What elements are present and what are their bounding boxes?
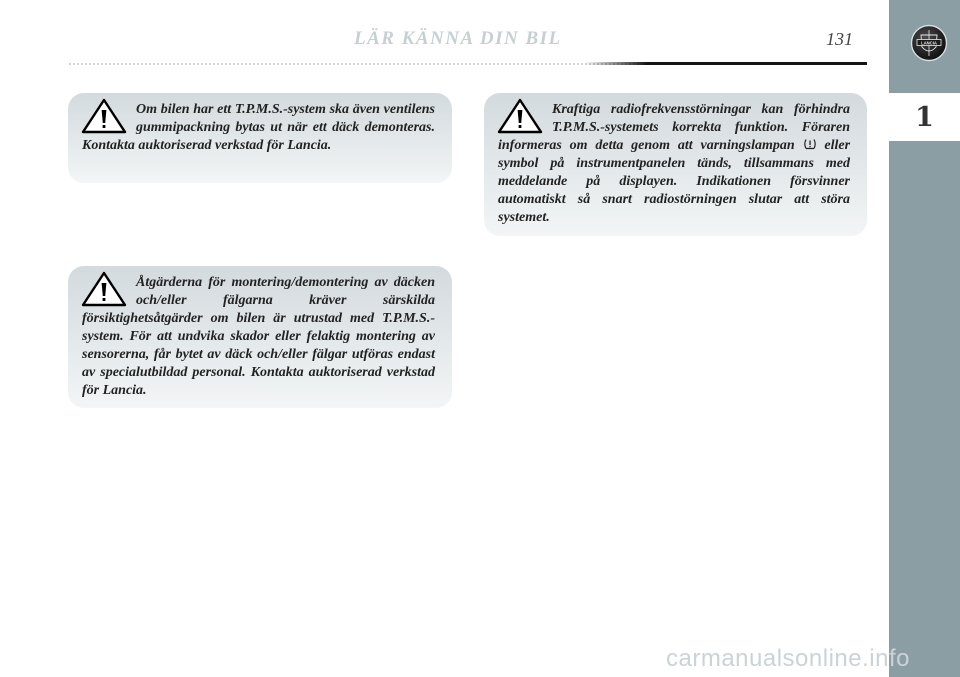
- watermark-text: carmanualsonline.info: [666, 645, 910, 672]
- warning-triangle-icon: [80, 97, 128, 135]
- lancia-logo-icon: [910, 24, 948, 62]
- header-solid-rule: [585, 62, 867, 65]
- warning-text: [498, 101, 850, 227]
- warning-text: Om bilen har ett T.P.M.S.-system ska även ventilens gummipackning bytas ut när ett däck demonteras. Kontakta auktoriserad verkstad för Lancia.: [82, 102, 435, 153]
- warning-text-start: Kraftiga radiofrekvensstörningar kan förhindra T.P.M.S.-systemets korrekta funktion. Föraren informeras om detta genom att varningslampan: [498, 102, 850, 153]
- logo-wordmark: LANCIA: [921, 40, 937, 46]
- warning-text-end: eller symbol på instrumentpanelen tänds, tillsammans med meddelande på displayen. Indikationen försvinner automatiskt så snart radiostörningen slutar att störa systemet.: [498, 138, 851, 225]
- warning-text: Åtgärderna för montering/demontering av däcken och/eller fälgarna kräver särskilda försiktighetsåtgärder om bilen är utrustad med T.P.M.S.-system. För att undvika skador eller felaktig montering av sensorerna, får bytet av däck och/eller fälgar utföras endast av specialutbildad personal. Kontakta auktoriserad verkstad för Lancia.: [82, 275, 435, 398]
- tire-pressure-warning-icon: [803, 138, 817, 150]
- warning-box-valve-seal: [68, 93, 452, 183]
- warning-triangle-icon: [80, 270, 128, 308]
- warning-box-tire-mounting: [68, 266, 452, 408]
- warning-box-radio-interference: [484, 93, 867, 236]
- warning-triangle-icon: [496, 97, 544, 135]
- page-number: 131: [826, 29, 853, 49]
- chapter-number: 1: [889, 93, 960, 141]
- page-header-title: LÄR KÄNNA DIN BIL: [354, 28, 562, 49]
